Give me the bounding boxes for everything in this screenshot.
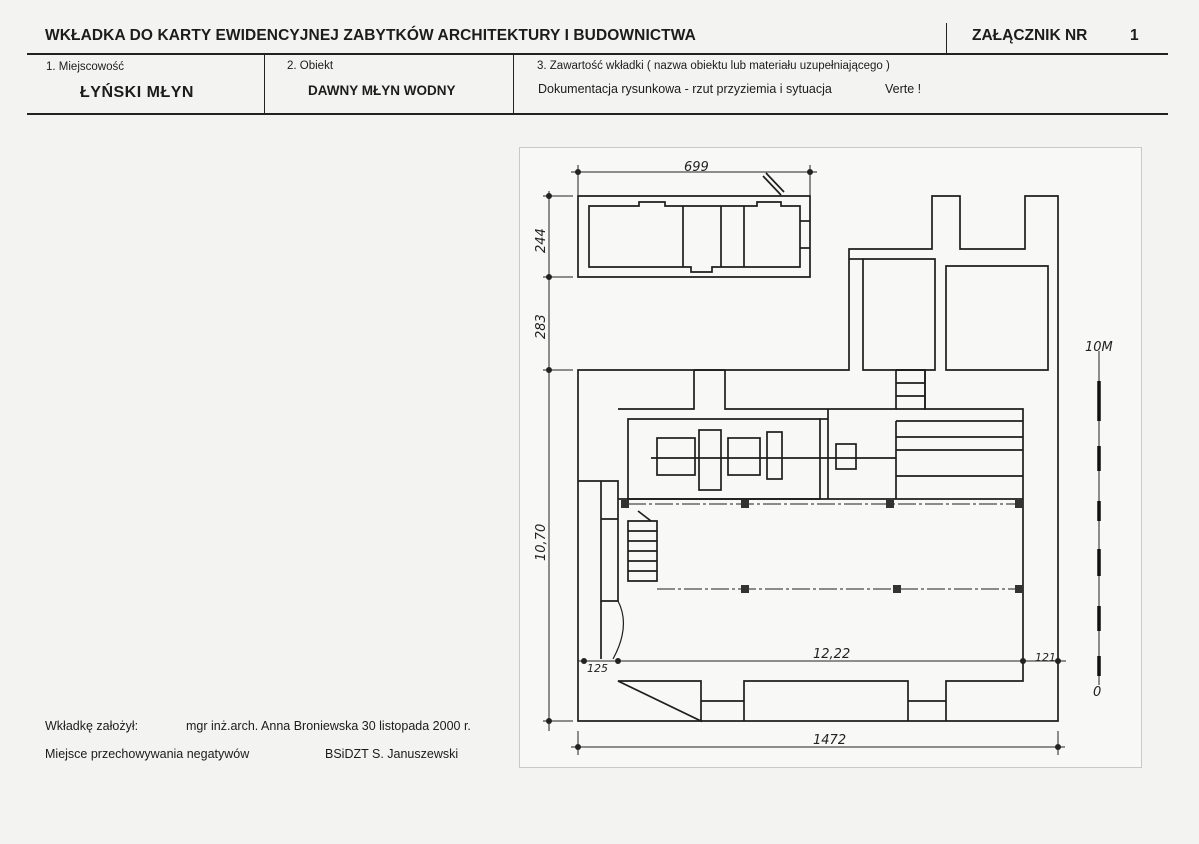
outbuilding-inner [589,202,800,272]
outbuilding-outer [578,196,810,277]
annex-left-inner [863,259,935,370]
negatives-value: BSiDZT S. Januszewski [325,747,459,761]
annex-label: ZAŁĄCZNIK NR [972,27,1088,44]
contents-label: 3. Zawartość wkładki ( nazwa obiektu lub materiału uzupełniającego ) [537,60,890,72]
founded-label: Wkładkę założył: [45,719,139,733]
dim-v3: 10,70 [534,523,549,561]
negatives-label: Miejsce przechowywania negatywów [45,747,250,761]
dim-v2: 283 [534,314,549,339]
scale-top-label: 10M [1085,340,1113,355]
founded-value: mgr inż.arch. Anna Broniewska 30 listopada 2000 r. [186,719,471,733]
dim-top: 699 [684,160,709,175]
fields-divider-2 [513,55,514,114]
object-value: DAWNY MŁYN WODNY [308,83,456,98]
locality-value: ŁYŃSKI MŁYN [80,84,194,101]
header-divider-vertical [946,23,947,53]
header-title: WKŁADKA DO KARTY EWIDENCYJNEJ ZABYTKÓW ARCHITEKTURY I BUDOWNICTWA [45,27,696,44]
locality-label: 1. Miejscowość [46,61,124,73]
contents-note: Verte ! [885,82,922,96]
dim-inner-width: 12,22 [813,647,851,662]
fields-rule [27,113,1168,115]
dim-v1: 244 [534,228,549,253]
floor-plan-svg [520,148,1141,767]
scale-bottom-label: 0 [1093,685,1102,700]
dim-right-wall: 121 [1035,651,1056,664]
floor-plan-drawing [519,147,1142,768]
annex-right-inner [946,266,1048,370]
entrance-vestibule [578,481,618,601]
annex-number: 1 [1130,27,1139,44]
dim-total: 1472 [813,733,847,748]
fields-divider-1 [264,55,265,114]
header-rule [27,53,1168,55]
contents-value: Dokumentacja rysunkowa - rzut przyziemia i sytuacja [538,82,832,96]
object-label: 2. Obiekt [287,60,334,72]
dim-left-wall: 125 [587,662,608,675]
